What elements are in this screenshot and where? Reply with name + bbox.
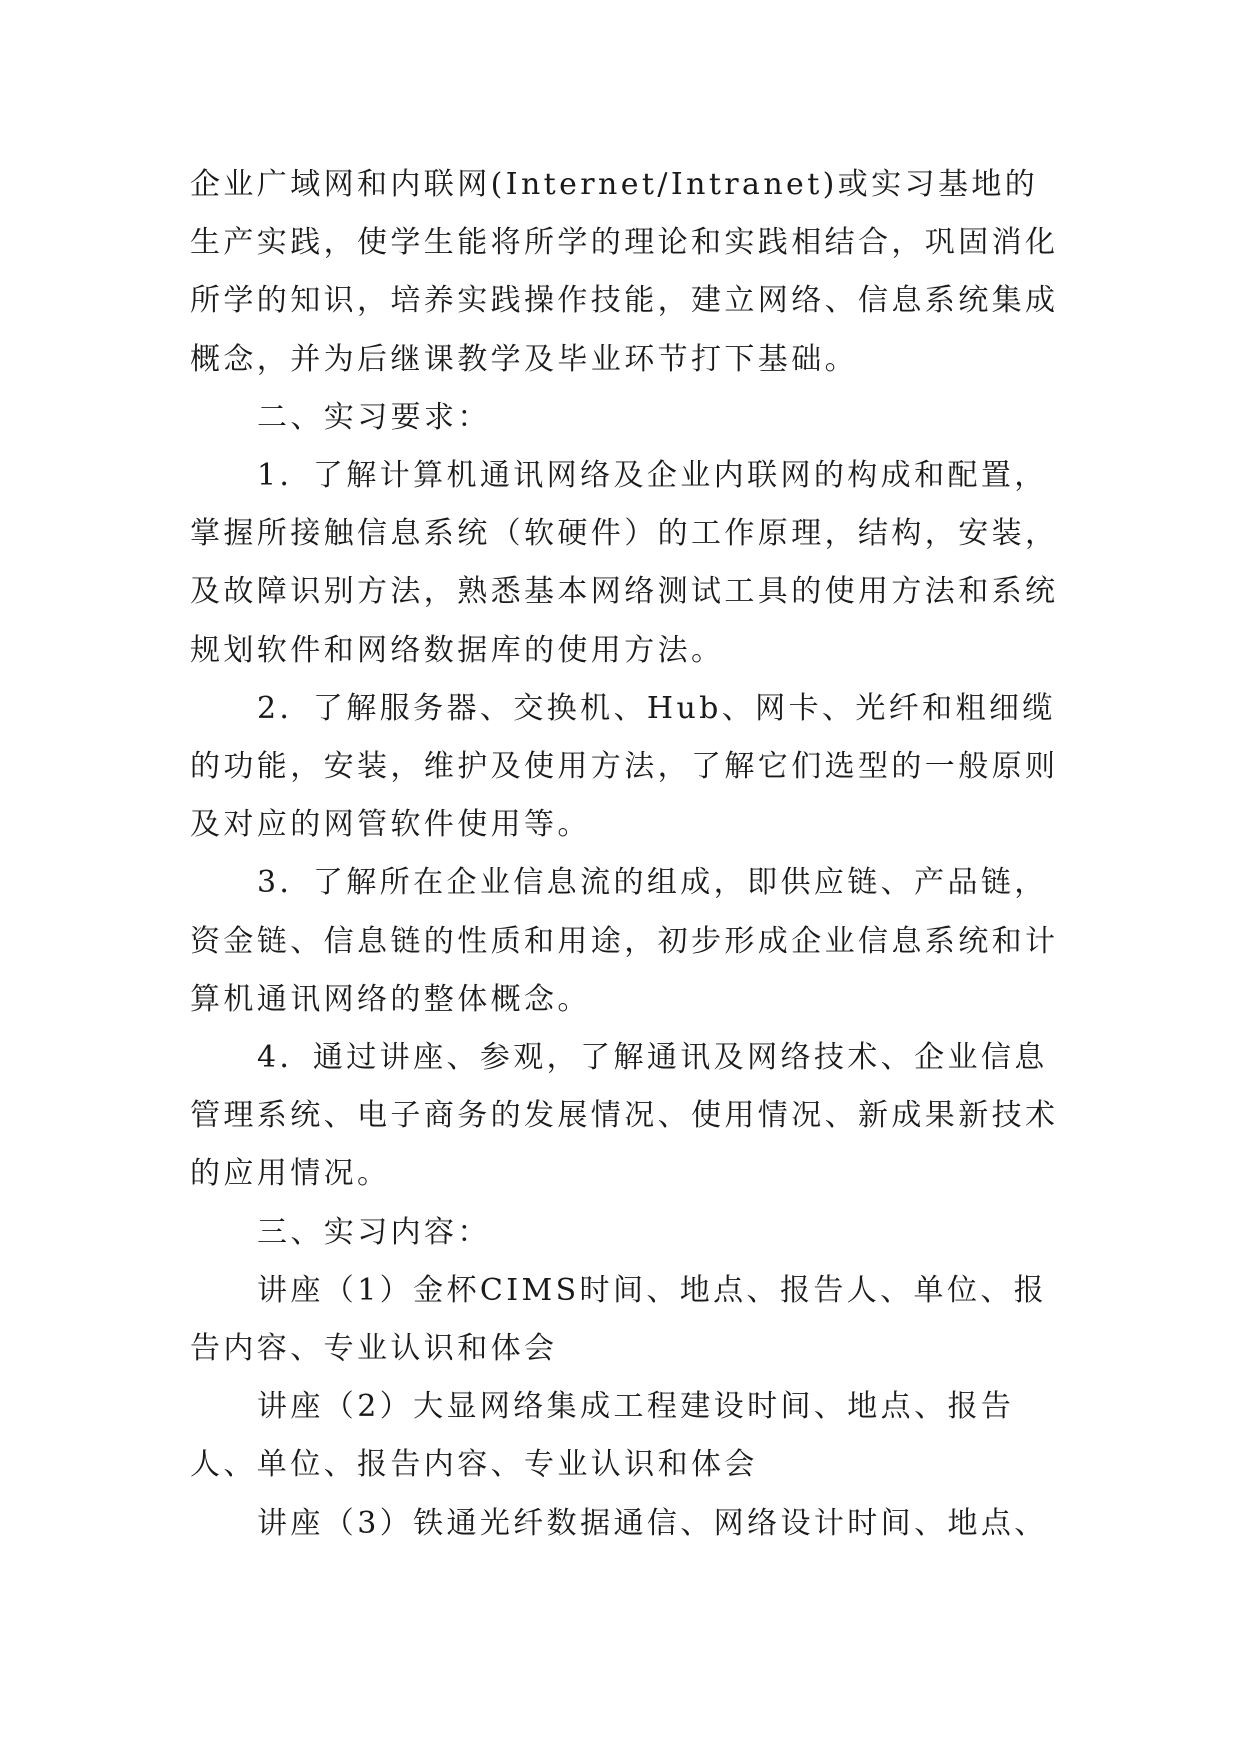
lecture-item-1: 讲座（1）金杯CIMS时间、地点、报告人、单位、报告内容、专业认识和体会 bbox=[190, 1272, 1048, 1367]
lecture-item-3: 讲座（3）铁通光纤数据通信、网络设计时间、地点、 bbox=[257, 1505, 1048, 1541]
paragraph-intro: 企业广域网和内联网(Internet/Intranet)或实习基地的生产实践，使学生能将所学的理论和实践相结合，巩固消化所学的知识，培养实践操作技能，建立网络、信息系统集成概念，并为后继课教学及毕业环节打下基础。 bbox=[190, 167, 1059, 377]
requirement-item-3: 3．了解所在企业信息流的组成，即供应链、产品链，资金链、信息链的性质和用途，初步形成企业信息系统和计算机通讯网络的整体概念。 bbox=[190, 865, 1059, 1017]
document-body bbox=[190, 156, 1060, 1553]
requirement-item-1: 1．了解计算机通讯网络及企业内联网的构成和配置，掌握所接触信息系统（软硬件）的工作原理，结构，安装，及故障识别方法，熟悉基本网络测试工具的使用方法和系统规划软件和网络数据库的使用方法。 bbox=[190, 458, 1059, 668]
lecture-item-2: 讲座（2）大显网络集成工程建设时间、地点、报告人、单位、报告内容、专业认识和体会 bbox=[190, 1389, 1015, 1483]
requirement-item-4: 4．通过讲座、参观，了解通讯及网络技术、企业信息管理系统、电子商务的发展情况、使用情况、新成果新技术的应用情况。 bbox=[190, 1040, 1059, 1192]
heading-requirements: 二、实习要求： bbox=[257, 399, 491, 435]
requirement-item-2: 2．了解服务器、交换机、Hub、网卡、光纤和粗细缆的功能，安装，维护及使用方法，了解它们选型的一般原则及对应的网管软件使用等。 bbox=[190, 690, 1059, 843]
heading-content: 三、实习内容： bbox=[257, 1214, 491, 1250]
